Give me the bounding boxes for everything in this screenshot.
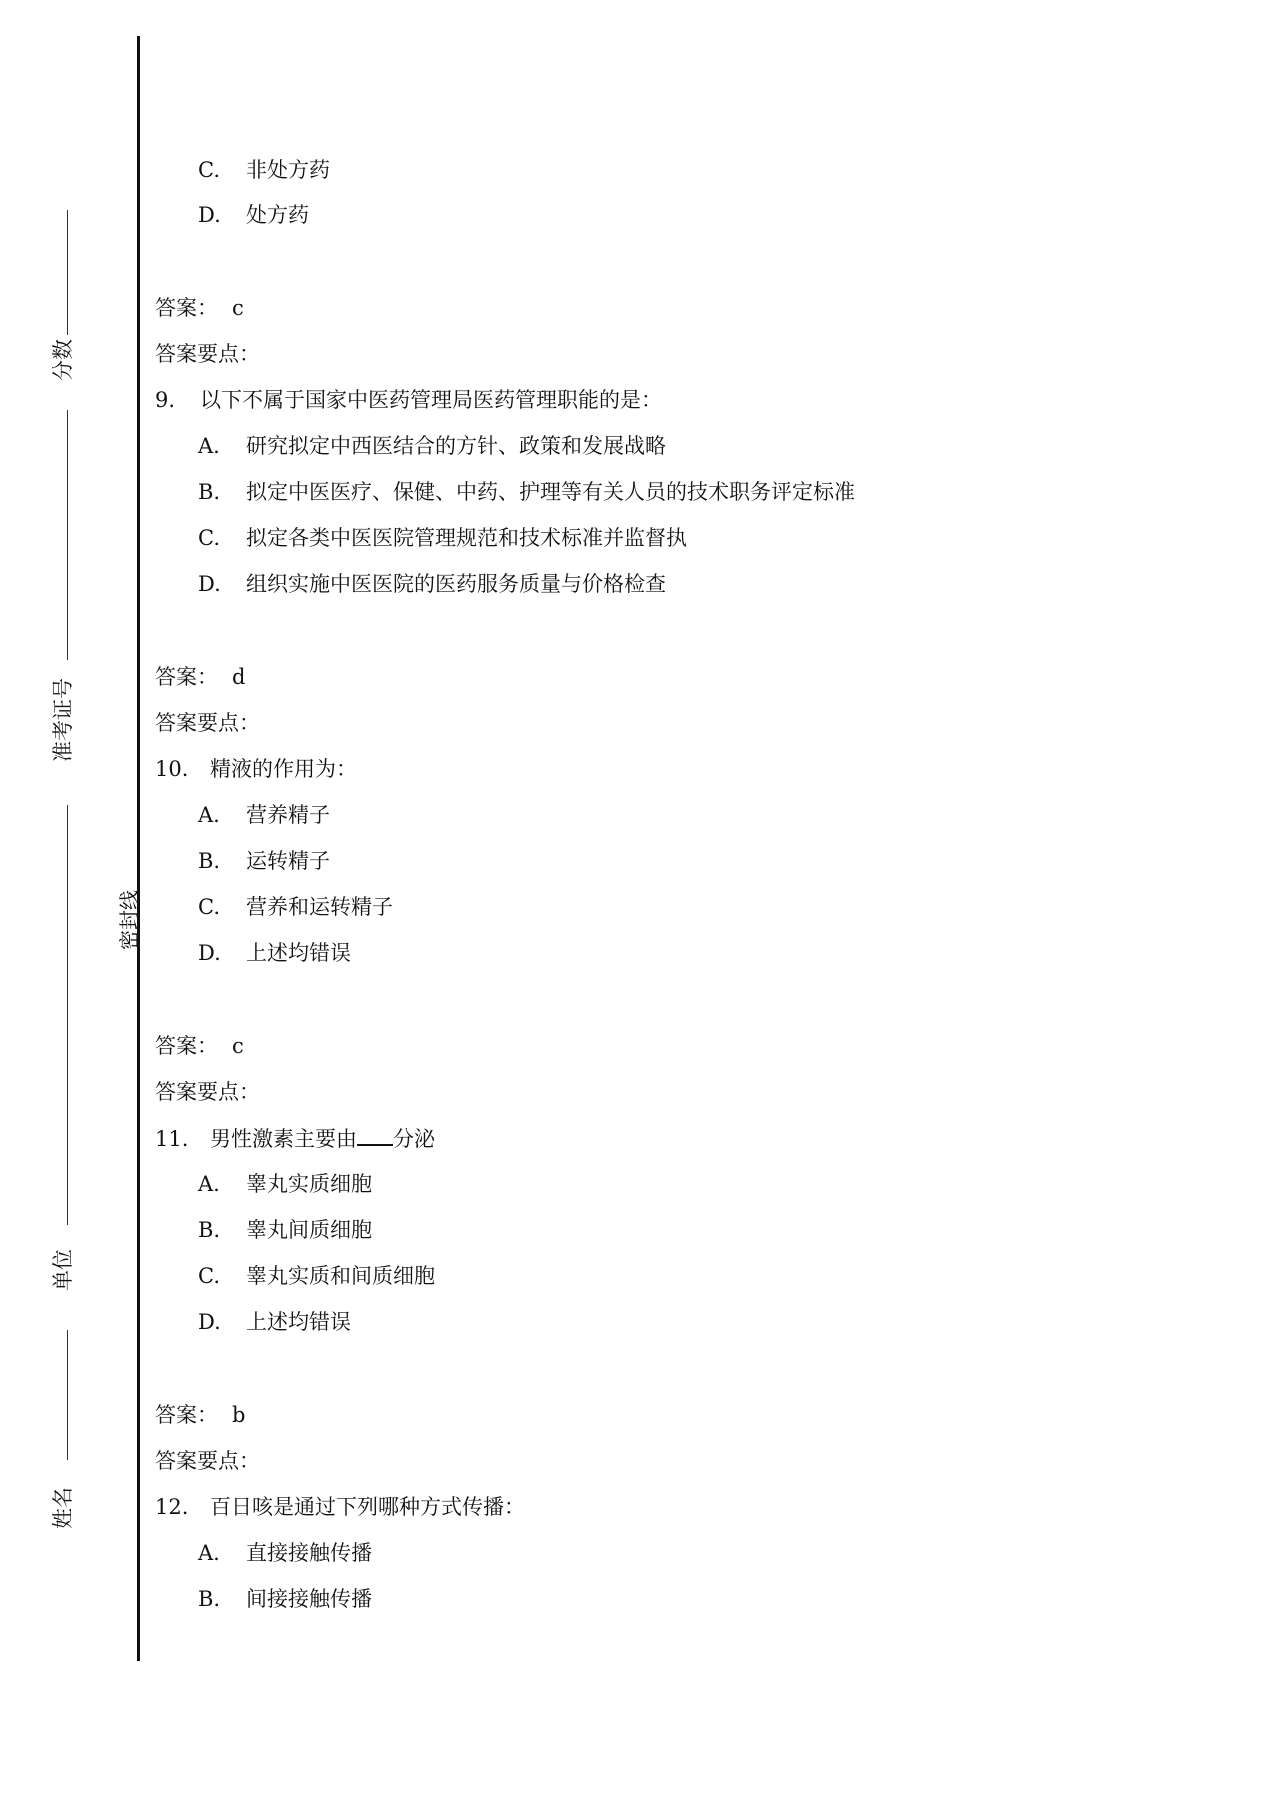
question-number: 11. bbox=[155, 1127, 189, 1151]
exam-id-label: 准考证号 bbox=[51, 678, 75, 762]
binding-line bbox=[137, 36, 140, 1661]
score-field-line bbox=[67, 210, 68, 335]
question-text: 百日咳是通过下列哪种方式传播： bbox=[210, 1495, 525, 1519]
q9-option-d bbox=[198, 570, 666, 598]
answer-label: 答案： bbox=[155, 296, 218, 320]
q10-option-a bbox=[198, 801, 330, 829]
option-letter: D. bbox=[198, 203, 221, 227]
option-text: 睾丸实质和间质细胞 bbox=[246, 1264, 435, 1288]
question-text-before: 男性激素主要由 bbox=[210, 1127, 357, 1151]
question-number: 9. bbox=[155, 388, 176, 412]
option-text: 上述均错误 bbox=[246, 941, 351, 965]
option-letter: D. bbox=[198, 1310, 221, 1334]
option-text: 睾丸实质细胞 bbox=[246, 1172, 372, 1196]
exam-id-field-line bbox=[67, 410, 68, 660]
option-letter: B. bbox=[198, 480, 221, 504]
q9-answer bbox=[155, 663, 245, 691]
option-letter: B. bbox=[198, 1587, 221, 1611]
option-text: 直接接触传播 bbox=[246, 1541, 372, 1565]
option-text: 拟定各类中医医院管理规范和技术标准并监督执 bbox=[246, 526, 687, 550]
option-letter: A. bbox=[198, 1172, 220, 1196]
option-letter: C. bbox=[198, 158, 220, 182]
q11-option-d bbox=[198, 1308, 351, 1336]
option-letter: D. bbox=[198, 941, 221, 965]
question-number: 10. bbox=[155, 757, 189, 781]
seal-line-label: 密封线 bbox=[116, 890, 141, 950]
question-text-after: 分泌 bbox=[393, 1127, 435, 1151]
name-label: 姓名 bbox=[51, 1487, 75, 1529]
q10-option-b bbox=[198, 847, 330, 875]
unit-field-line bbox=[67, 805, 68, 1225]
q9-option-c bbox=[198, 524, 687, 552]
q11-stem bbox=[155, 1124, 435, 1153]
option-text: 处方药 bbox=[246, 203, 309, 227]
option-letter: B. bbox=[198, 1218, 221, 1242]
answer-value: c bbox=[232, 296, 244, 320]
fill-blank bbox=[357, 1124, 393, 1146]
option-letter: C. bbox=[198, 526, 220, 550]
score-label: 分数 bbox=[51, 339, 75, 381]
question-text: 精液的作用为： bbox=[210, 757, 357, 781]
question-number: 12. bbox=[155, 1495, 189, 1519]
option-letter: A. bbox=[198, 434, 220, 458]
q9-option-b bbox=[198, 478, 855, 506]
q10-answer bbox=[155, 1032, 244, 1060]
option-text: 间接接触传播 bbox=[246, 1587, 372, 1611]
option-text: 拟定中医医疗、保健、中药、护理等有关人员的技术职务评定标准 bbox=[246, 480, 855, 504]
q8-key-points: 答案要点： bbox=[155, 342, 260, 366]
q8-answer bbox=[155, 294, 244, 322]
q11-option-c bbox=[198, 1262, 435, 1290]
q11-answer bbox=[155, 1401, 245, 1429]
option-text: 睾丸间质细胞 bbox=[246, 1218, 372, 1242]
unit-label: 单位 bbox=[51, 1249, 75, 1291]
q9-key-points: 答案要点： bbox=[155, 711, 260, 735]
option-letter: B. bbox=[198, 849, 221, 873]
answer-value: d bbox=[232, 665, 246, 689]
q12-stem bbox=[155, 1493, 525, 1521]
option-text: 非处方药 bbox=[246, 158, 330, 182]
answer-label: 答案： bbox=[155, 665, 218, 689]
q8-option-c bbox=[198, 156, 330, 184]
option-text: 运转精子 bbox=[246, 849, 330, 873]
option-letter: D. bbox=[198, 572, 221, 596]
q10-stem bbox=[155, 755, 357, 783]
answer-label: 答案： bbox=[155, 1034, 218, 1058]
q11-option-b bbox=[198, 1216, 372, 1244]
option-text: 组织实施中医医院的医药服务质量与价格检查 bbox=[246, 572, 666, 596]
answer-value: b bbox=[232, 1403, 246, 1427]
q10-option-c bbox=[198, 893, 393, 921]
q8-option-d bbox=[198, 201, 309, 229]
option-letter: A. bbox=[198, 803, 220, 827]
q11-key-points: 答案要点： bbox=[155, 1449, 260, 1473]
q10-key-points: 答案要点： bbox=[155, 1080, 260, 1104]
option-text: 研究拟定中西医结合的方针、政策和发展战略 bbox=[246, 434, 666, 458]
q12-option-b bbox=[198, 1585, 372, 1613]
option-letter: A. bbox=[198, 1541, 220, 1565]
option-text: 上述均错误 bbox=[246, 1310, 351, 1334]
option-text: 营养精子 bbox=[246, 803, 330, 827]
q10-option-d bbox=[198, 939, 351, 967]
name-field-line bbox=[67, 1330, 68, 1460]
q9-stem bbox=[155, 386, 662, 414]
q9-option-a bbox=[198, 432, 666, 460]
answer-value: c bbox=[232, 1034, 244, 1058]
answer-label: 答案： bbox=[155, 1403, 218, 1427]
q11-option-a bbox=[198, 1170, 372, 1198]
option-letter: C. bbox=[198, 1264, 220, 1288]
question-text: 以下不属于国家中医药管理局医药管理职能的是： bbox=[200, 388, 662, 412]
q12-option-a bbox=[198, 1539, 372, 1567]
option-letter: C. bbox=[198, 895, 220, 919]
option-text: 营养和运转精子 bbox=[246, 895, 393, 919]
